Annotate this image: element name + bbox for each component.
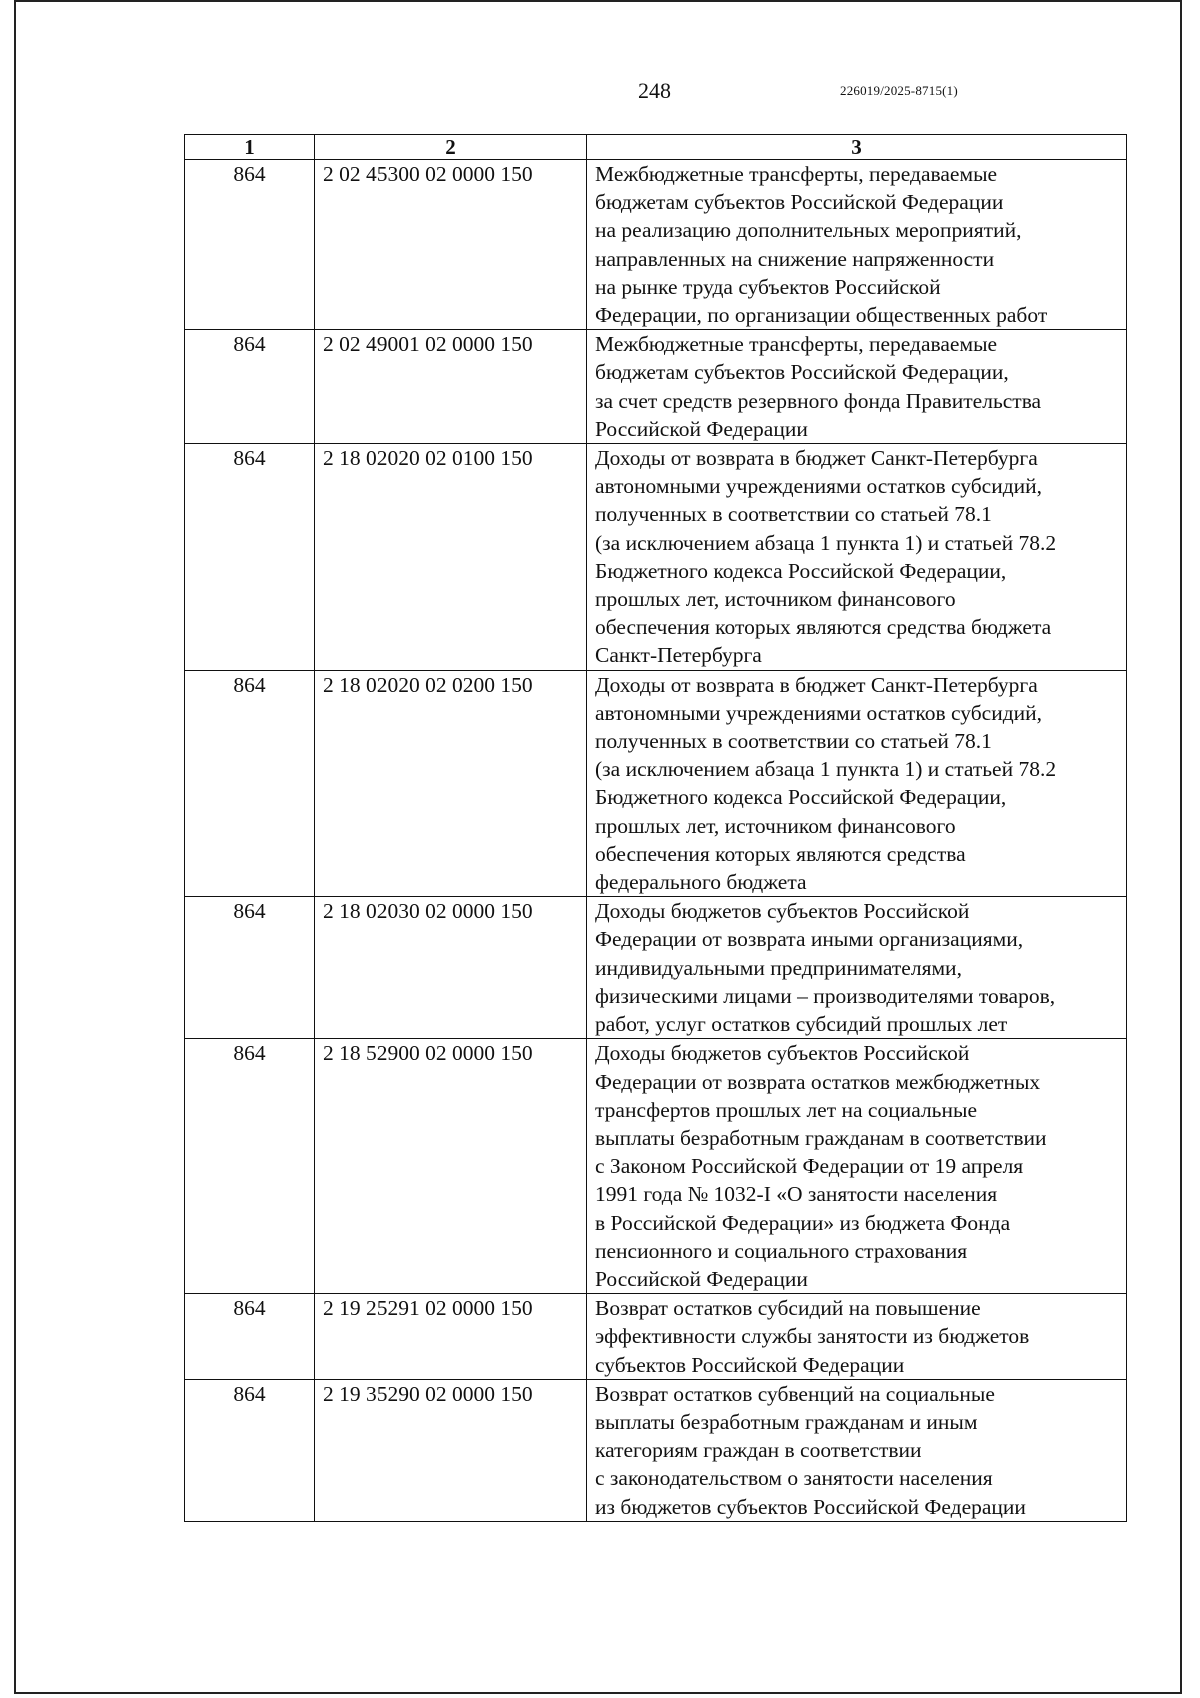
description-cell: Межбюджетные трансферты, передаваемые бюджетам субъектов Российской Федерации, за счет средств резервного фонда Правительства Российской Федерации	[587, 330, 1127, 444]
budget-code-cell: 2 18 02020 02 0200 150	[315, 670, 587, 897]
table-row	[185, 1379, 1127, 1521]
description-cell: Межбюджетные трансферты, передаваемые бюджетам субъектов Российской Федерации на реализацию дополнительных мероприятий, направленных на снижение напряженности на рынке труда субъектов Российской Федерации, по организации общественных работ	[587, 160, 1127, 330]
table-row	[185, 1294, 1127, 1380]
table-row	[185, 330, 1127, 444]
description-cell: Возврат остатков субсидий на повышение эффективности службы занятости из бюджетов субъектов Российской Федерации	[587, 1294, 1127, 1380]
page-number: 248	[638, 78, 671, 103]
admin-code-cell: 864	[185, 160, 315, 330]
admin-code-cell: 864	[185, 330, 315, 444]
table-row	[185, 897, 1127, 1039]
description-cell: Доходы от возврата в бюджет Санкт-Петербурга автономными учреждениями остатков субсидий, полученных в соответствии со статьей 78.1 (за исключением абзаца 1 пункта 1) и статьей 78.2 Бюджетного кодекса Российской Федерации, прошлых лет, источником финансового обеспечения которых являются средства федерального бюджета	[587, 670, 1127, 897]
table-row	[185, 1039, 1127, 1294]
description-cell: Доходы бюджетов субъектов Российской Федерации от возврата остатков межбюджетных трансфертов прошлых лет на социальные выплаты безработным гражданам в соответствии с Законом Российской Федерации от 19 апреля 1991 года № 1032-I «О занятости населения в Российской Федерации» из бюджета Фонда пенсионного и социального страхования Российской Федерации	[587, 1039, 1127, 1294]
budget-code-cell: 2 18 02030 02 0000 150	[315, 897, 587, 1039]
table-header-row	[185, 135, 1127, 160]
budget-code-cell: 2 18 02020 02 0100 150	[315, 444, 587, 671]
budget-code-cell: 2 19 35290 02 0000 150	[315, 1379, 587, 1521]
admin-code-cell: 864	[185, 670, 315, 897]
admin-code-cell: 864	[185, 897, 315, 1039]
document-code: 226019/2025-8715(1)	[840, 83, 958, 98]
admin-code-cell: 864	[185, 1039, 315, 1294]
budget-code-cell: 2 02 49001 02 0000 150	[315, 330, 587, 444]
column-header-3: 3	[587, 135, 1127, 160]
table-row	[185, 444, 1127, 671]
column-header-1: 1	[185, 135, 315, 160]
description-cell: Возврат остатков субвенций на социальные выплаты безработным гражданам и иным категориям граждан в соответствии с законодательством о занятости населения из бюджетов субъектов Российской Федерации	[587, 1379, 1127, 1521]
budget-codes-table	[184, 134, 1127, 1522]
admin-code-cell: 864	[185, 1379, 315, 1521]
admin-code-cell: 864	[185, 1294, 315, 1380]
admin-code-cell: 864	[185, 444, 315, 671]
budget-code-cell: 2 18 52900 02 0000 150	[315, 1039, 587, 1294]
table-row	[185, 160, 1127, 330]
column-header-2: 2	[315, 135, 587, 160]
table-row	[185, 670, 1127, 897]
budget-code-cell: 2 02 45300 02 0000 150	[315, 160, 587, 330]
description-cell: Доходы бюджетов субъектов Российской Федерации от возврата иными организациями, индивидуальными предпринимателями, физическими лицами – производителями товаров, работ, услуг остатков субсидий прошлых лет	[587, 897, 1127, 1039]
description-cell: Доходы от возврата в бюджет Санкт-Петербурга автономными учреждениями остатков субсидий, полученных в соответствии со статьей 78.1 (за исключением абзаца 1 пункта 1) и статьей 78.2 Бюджетного кодекса Российской Федерации, прошлых лет, источником финансового обеспечения которых являются средства бюджета Санкт-Петербурга	[587, 444, 1127, 671]
budget-code-cell: 2 19 25291 02 0000 150	[315, 1294, 587, 1380]
